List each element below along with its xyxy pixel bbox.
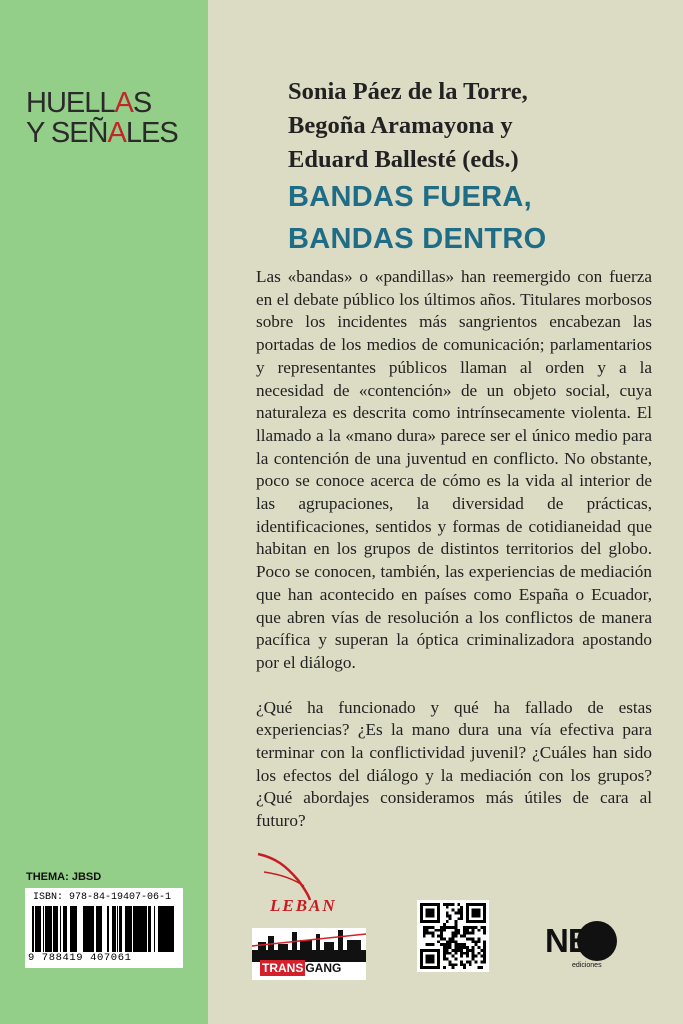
left-spine-panel xyxy=(0,0,208,1024)
thema-code: THEMA: JBSD xyxy=(26,871,102,883)
title-line: BANDAS FUERA, xyxy=(288,181,532,213)
leban-swoosh-icon xyxy=(256,852,354,902)
author-line: Begoña Aramayona y xyxy=(288,112,513,139)
series-line-1: HUELLAS xyxy=(26,87,152,119)
transgang-wordmark: TRANS GANG xyxy=(262,961,342,975)
blurb xyxy=(256,266,652,833)
isbn-barcode xyxy=(25,888,183,968)
city-skyline-icon xyxy=(252,928,366,962)
ned-ediciones-logo xyxy=(545,920,625,980)
series-logo xyxy=(26,88,196,148)
ned-wordmark: NED xyxy=(545,922,612,959)
author-line: Sonia Páez de la Torre, xyxy=(288,78,528,105)
leban-wordmark: LEBAN xyxy=(270,896,337,915)
blurb-paragraph: ¿Qué ha funcionado y qué ha fallado de estas experiencias? ¿Es la mano dura una vía efectiva para terminar con la conflictividad juvenil? ¿Cuáles han sido los efectos del diálogo y la mediación con los grupos? ¿Qué abordajes consideramos más útiles de cara al futuro? xyxy=(256,697,652,831)
leban-logo xyxy=(256,852,354,922)
title-line: BANDAS DENTRO xyxy=(288,223,547,255)
blurb-paragraph: Las «bandas» o «pandillas» han reemergido con fuerza en el debate público los últimos años. Titulares morbosos sobre los incidentes más sangrientos encabezan las portadas de los medios de comunicación; parlamentarios y representantes públicos llaman al orden y a la necesidad de «contención» de un objeto social, cuya naturaleza es descrita como intrínsecamente violenta. El llamado a la «mano dura» parece ser el único medio para la contención de una juventud en conflicto. No obstante, poco se conoce acerca de cómo es la vida al interior de las agrupaciones, la diversidad de prácticas, identificaciones, sentidos y formas de cotidianeidad que habitan en los grupos de distintos territorios del globo. Poco se conocen, también, las experiencias de mediación que han acontecido en países como España o Ecuador, que abren vías de resolución a los conflictos de manera pacífica y superan la óptica criminalizadora apostando por el diálogo. xyxy=(256,267,652,672)
barcode-bars xyxy=(31,906,177,952)
transgang-logo xyxy=(252,928,366,980)
book-title xyxy=(288,176,668,260)
series-accent-letter: A xyxy=(107,117,126,149)
series-accent-letter: A xyxy=(114,87,133,119)
barcode-digits: 9 788419 407061 xyxy=(28,952,132,964)
qr-code-icon xyxy=(417,900,489,972)
isbn-label: ISBN: 978-84-19407-06-1 xyxy=(33,892,172,903)
authors-block xyxy=(288,75,668,177)
author-line: Eduard Ballesté (eds.) xyxy=(288,146,519,173)
ned-subtitle: ediciones xyxy=(572,962,602,969)
series-line-2: Y SEÑALES xyxy=(26,117,178,149)
